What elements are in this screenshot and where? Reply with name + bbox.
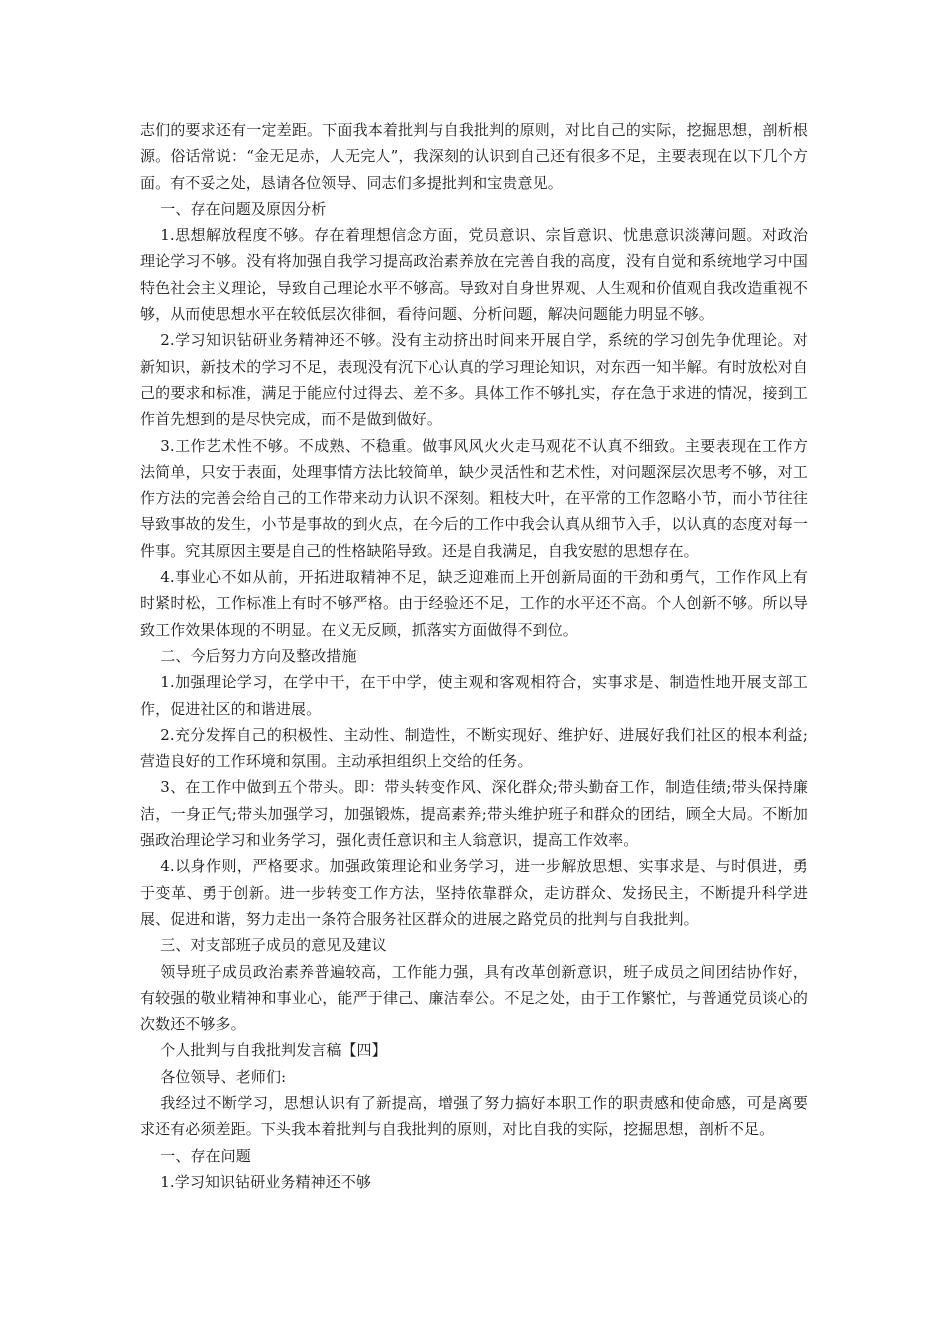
section-heading-future-direction: 二、今后努力方向及整改措施 bbox=[160, 646, 357, 665]
section-heading-existing-problems: 一、存在问题 bbox=[160, 1146, 251, 1165]
section-heading-problems-causes: 一、存在问题及原因分析 bbox=[160, 199, 327, 218]
document-body bbox=[140, 117, 808, 1195]
paragraph-measure-2: 2.充分发挥自己的积极性、主动性、制造性，不断实现好、维护好、进展好我们社区的根本利益;营造良好的工作环境和氛围。主动承担组织上交给的任务。 bbox=[140, 725, 808, 771]
paragraph-item-1: 1.学习知识钻研业务精神还不够 bbox=[160, 1172, 372, 1191]
paragraph-suggestions: 领导班子成员政治素养普遍较高，工作能力强，具有改革创新意识，班子成员之间团结协作好，有较强的敬业精神和事业心，能严于律己、廉洁奉公。不足之处，由于工作繁忙，与普通党员谈心的次数还不够多。 bbox=[140, 962, 808, 1034]
paragraph-problem-3: 3.工作艺术性不够。不成熟、不稳重。做事风风火火走马观花不认真不细致。主要表现在工作方法简单，只安于表面，处理事情方法比较简单，缺少灵活性和艺术性，对问题深层次思考不够，对工作方法的完善会给自己的工作带来动力认识不深刻。粗枝大叶，在平常的工作忽略小节，而小节往往导致事故的发生，小节是事故的到火点，在今后的工作中我会认真从细节入手，以认真的态度对每一件事。究其原因主要是自己的性格缺陷导致。还是自我满足，自我安慰的思想存在。 bbox=[140, 436, 808, 560]
paragraph-intro: 志们的要求还有一定差距。下面我本着批判与自我批判的原则，对比自己的实际，挖掘思想，剖析根源。俗话常说：“金无足赤，人无完人”，我深刻的认识到自己还有很多不足，主要表现在以下几个方面。有不妥之处，恳请各位领导、同志们多提批判和宝贵意见。 bbox=[140, 121, 808, 192]
document-title-part-four: 个人批判与自我批判发言稿【四】 bbox=[160, 1041, 387, 1060]
paragraph-measure-1: 1.加强理论学习，在学中干，在干中学，使主观和客观相符合，实事求是、制造性地开展支部工作，促进社区的和谐进展。 bbox=[140, 673, 808, 718]
paragraph-measure-4: 4.以身作则，严格要求。加强政策理论和业务学习，进一步解放思想、实事求是、与时俱进，勇于变革、勇于创新。进一步转变工作方法，坚持依靠群众，走访群众、发扬民主，不断提升科学进展、促进和谐，努力走出一条符合服务社区群众的进展之路党员的批判与自我批判。 bbox=[140, 857, 808, 928]
salutation: 各位领导、老师们: bbox=[160, 1067, 287, 1086]
paragraph-problem-1: 1.思想解放程度不够。存在着理想信念方面，党员意识、宗旨意识、忧患意识淡薄问题。对政治理论学习不够。没有将加强自我学习提高政治素养放在完善自我的高度，没有自觉和系统地学习中国特色社会主义理论，导致自己理论水平不够高。导致对自身世界观、人生观和价值观自我改造重视不够，从而使思想水平在较低层次徘徊，看待问题、分析问题，解决问题能力明显不够。 bbox=[140, 226, 808, 324]
paragraph-opening: 我经过不断学习，思想认识有了新提高，增强了努力搞好本职工作的职责感和使命感，可是离要求还有必须差距。下头我本着批判与自我批判的原则，对比自我的实际，挖掘思想，剖析不足。 bbox=[140, 1093, 808, 1139]
paragraph-measure-3: 3、在工作中做到五个带头。即：带头转变作风、深化群众;带头勤奋工作，制造佳绩;带头保持廉洁，一身正气;带头加强学习，加强锻炼，提高素养;带头维护班子和群众的团结，顾全大局。不断加强政治理论学习和业务学习，强化责任意识和主人翁意识，提高工作效率。 bbox=[140, 778, 808, 850]
section-heading-suggestions: 三、对支部班子成员的意见及建议 bbox=[160, 936, 387, 955]
paragraph-problem-4: 4.事业心不如从前，开拓进取精神不足，缺乏迎难而上开创新局面的干劲和勇气，工作作风上有时紧时松，工作标准上有时不够严格。由于经验还不足，工作的水平还不高。个人创新不够。所以导致工作效果体现的不明显。在义无反顾，抓落实方面做得不到位。 bbox=[140, 568, 808, 639]
paragraph-problem-2: 2.学习知识钻研业务精神还不够。没有主动挤出时间来开展自学，系统的学习创先争优理论。对新知识，新技术的学习不足，表现没有沉下心认真的学习理论知识，对东西一知半解。有时放松对自己的要求和标准，满足于能应付过得去、差不多。具体工作不够扎实，存在急于求进的情况，接到工作首先想到的是尽快完成，而不是做到做好。 bbox=[140, 331, 808, 429]
